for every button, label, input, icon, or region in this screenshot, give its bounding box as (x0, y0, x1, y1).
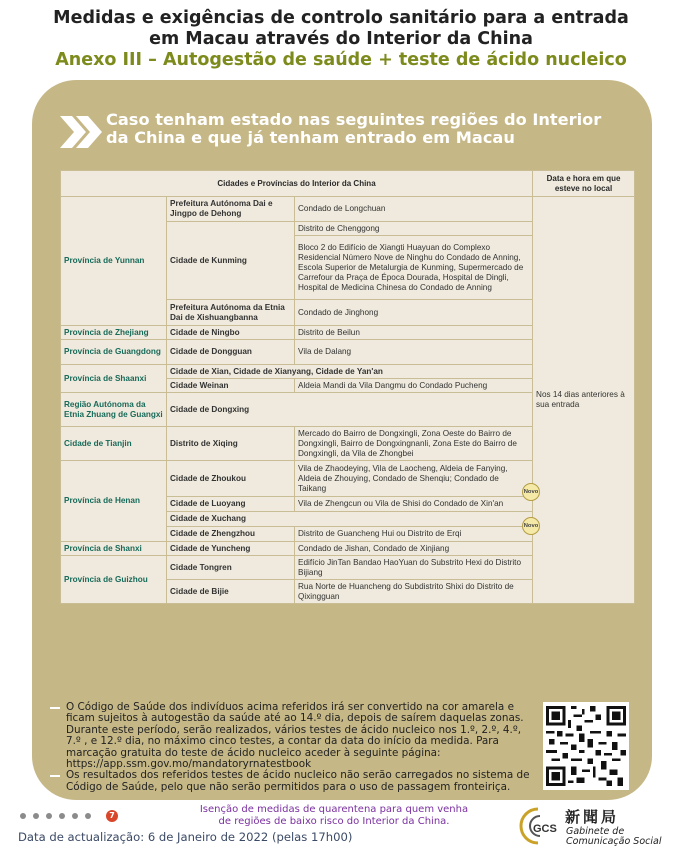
notes-section (50, 702, 538, 793)
page-dot (20, 813, 26, 819)
table-row (61, 197, 635, 222)
heading-line-1: Caso tenham estado nas seguintes regiões do Interior (106, 110, 602, 129)
city-cell: Cidade de Xian, Cidade de Xianyang, Cidade de Yan'an (167, 365, 533, 379)
new-badge: Novo (522, 517, 540, 535)
city-cell: Cidade de Dongguan (167, 340, 295, 365)
location-cell: Edifício JinTan Bandao HaoYuan do Substrito Hexi do Distrito Bijiang (295, 556, 533, 580)
table-header-row (61, 171, 635, 197)
note-text: Os resultados dos referidos testes de ácido nucleico não serão carregados no sistema de Código de Saúde, pelo que não serão permitidos para o uso de passagem fronteiriça. (66, 769, 530, 793)
page-dot (85, 813, 91, 819)
location-cell: Mercado do Bairro de Dongxingli, Zona Oeste do Bairro de Dongxingli, Bairro de Dongxingnanli, Zona Este do Bairro de Dongxingli, da Vila de Zhongbei (295, 427, 533, 461)
qr-code-icon[interactable] (543, 702, 629, 790)
city-cell: Cidade de Dongxing (167, 393, 533, 427)
title-line-2: em Macau através do Interior da China (149, 29, 533, 49)
note-item (50, 702, 538, 770)
org-name-line-2: Comunicação Social (566, 836, 662, 847)
date-cell: Nos 14 dias anteriores à sua entrada (533, 197, 635, 604)
update-date: Data de actualização: 6 de Janeiro de 2022 (pelas 17h00) (18, 830, 353, 844)
city-cell: Prefeitura Autónoma da Etnia Dai de Xishuangbanna (167, 300, 295, 326)
province-cell: Província de Guangdong (61, 340, 167, 365)
page-dot (59, 813, 65, 819)
province-cell: Província de Zhejiang (61, 326, 167, 340)
location-cell: Condado de Longchuan (295, 197, 533, 222)
city-cell: Cidade de Ningbo (167, 326, 295, 340)
heading-line-2: da China e que já tenham entrado em Macau (106, 128, 515, 147)
exemption-caption (180, 804, 488, 828)
city-cell: Cidade de Luoyang (167, 497, 295, 512)
location-cell: Vila de Dalang (295, 340, 533, 365)
province-cell: Cidade de Tianjin (61, 427, 167, 461)
regions-table (60, 170, 635, 604)
new-badge: Novo (522, 483, 540, 501)
location-cell: Vila de Zhaodeying, Vila de Laocheng, Aldeia de Fanying, Aldeia de Zhouying, Condado de Shenqiu; Condado de Taikang (295, 461, 533, 497)
page-dot (46, 813, 52, 819)
page-title (0, 8, 682, 50)
page-dot (72, 813, 78, 819)
province-cell: Região Autónoma da Etnia Zhuang de Guangxi (61, 393, 167, 427)
org-name-chinese: 新聞局 (565, 808, 620, 826)
location-cell: Distrito de Chenggong (295, 222, 533, 236)
note-text: O Código de Saúde dos indivíduos acima referidos irá ser convertido na cor amarela e ficam sujeitos à autogestão da saúde até ao 14.º dia, depois de saírem daquelas zonas. Durante este período, serão realizados, vários testes de ácido nucleico nos 1.º, 2.º, 4.º, 7.º , e 12.º dia, no máximo cinco testes, a contar da data do início da medida. Para marcação gratuita do teste de ácido nucleico aceder à seguinte página: (66, 701, 524, 759)
logo-text: GCS (533, 823, 557, 835)
page-dot (33, 813, 39, 819)
org-name-portuguese (566, 827, 661, 847)
exemption-line-2: de regiões de baixo risco do Interior da China. (218, 816, 450, 827)
page-subtitle: Anexo III – Autogestão de saúde + teste de ácido nucleico (55, 50, 627, 70)
location-cell: Rua Norte de Huancheng do Subdistrito Shixi do Distrito de Qixingguan (295, 580, 533, 604)
note-item (50, 770, 538, 793)
location-cell: Vila de Zhengcun ou Vila de Shisi do Condado de Xin'an (295, 497, 533, 512)
booking-link[interactable]: https://app.ssm.gov.mo/mandatoryrnatestbook (66, 758, 312, 771)
province-cell: Província de Shanxi (61, 542, 167, 556)
exemption-line-1: Isenção de medidas de quarentena para quem venha (199, 804, 469, 815)
location-cell: Distrito de Guancheng Hui ou Distrito de Erqi (295, 527, 533, 542)
city-cell: Cidade de Zhoukou (167, 461, 295, 497)
current-page-badge: 7 (106, 810, 118, 822)
city-cell: Cidade de Yuncheng (167, 542, 295, 556)
city-cell: Cidade de Bijie (167, 580, 295, 604)
city-cell: Distrito de Xiqing (167, 427, 295, 461)
location-cell: Condado de Jishan, Condado de Xinjiang (295, 542, 533, 556)
location-cell: Distrito de Beilun (295, 326, 533, 340)
city-cell: Cidade de Xuchang (167, 512, 533, 527)
city-cell: Cidade de Zhengzhou (167, 527, 295, 542)
title-line-1: Medidas e exigências de controlo sanitário para a entrada (53, 8, 629, 28)
city-cell: Prefeitura Autónoma Dai e Jingpo de Dehong (167, 197, 295, 222)
city-cell: Cidade Tongren (167, 556, 295, 580)
province-cell: Província de Shaanxi (61, 365, 167, 393)
section-heading (106, 111, 636, 147)
province-cell: Província de Henan (61, 461, 167, 542)
gcs-logo-icon (518, 806, 557, 846)
province-cell: Província de Yunnan (61, 197, 167, 326)
org-name-line-1: Gabinete de (566, 826, 625, 837)
location-cell: Bloco 2 do Edifício de Xiangti Huayuan do Complexo Residencial Número Nove de Ninghu do Condado de Anning, Escola Superior de Metalurgia de Kunming, Supermercado de Carrefour da Praça de Época Dourada, Hospital de Dingli, Hospital de Medicina Chinesa do Condado de Anning (295, 236, 533, 300)
province-cell: Província de Guizhou (61, 556, 167, 604)
city-cell: Cidade Weinan (167, 379, 295, 393)
col-header-cities: Cidades e Províncias do Interior da China (61, 171, 533, 197)
double-chevron-icon (60, 116, 104, 148)
location-cell: Condado de Jinghong (295, 300, 533, 326)
city-cell: Cidade de Kunming (167, 222, 295, 300)
col-header-date: Data e hora em que esteve no local (533, 171, 635, 197)
location-cell: Aldeia Mandi da Vila Dangmu do Condado Pucheng (295, 379, 533, 393)
